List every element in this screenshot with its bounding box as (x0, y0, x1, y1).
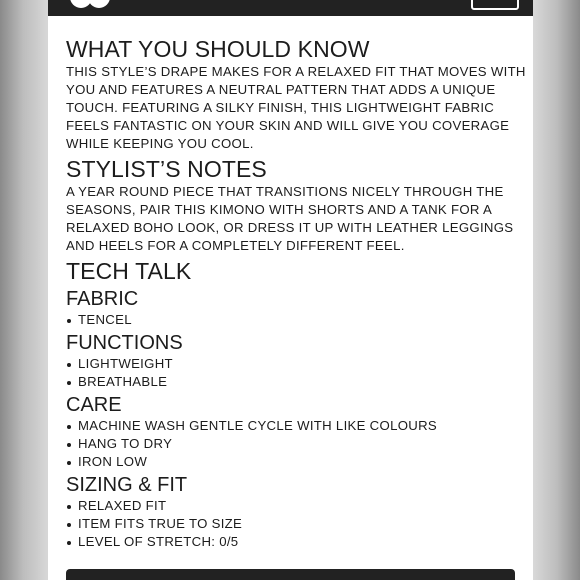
functions-list (66, 355, 526, 391)
list-item: ITEM FITS TRUE TO SIZE (66, 515, 526, 533)
sizing-list (66, 497, 526, 551)
stylist-heading: STYLIST’S NOTES (66, 156, 267, 182)
list-item: MACHINE WASH GENTLE CYCLE WITH LIKE COLOURS (66, 417, 526, 435)
product-details (66, 35, 526, 553)
top-navigation-bar (48, 0, 533, 16)
care-heading: CARE (66, 394, 122, 416)
care-list (66, 417, 526, 471)
know-heading: WHAT YOU SHOULD KNOW (66, 36, 370, 62)
list-item: TENCEL (66, 311, 526, 329)
functions-heading: FUNCTIONS (66, 332, 183, 354)
list-item: HANG TO DRY (66, 435, 526, 453)
stylist-description: A YEAR ROUND PIECE THAT TRANSITIONS NICELY THROUGH THE SEASONS, PAIR THIS KIMONO WITH SHORTS AND A TANK FOR A RELAXED BOHO LOOK, OR DRESS IT UP WITH LEATHER LEGGINGS AND HEELS FOR A COMPLETELY DIFFERENT FEEL. (66, 184, 514, 253)
list-item: IRON LOW (66, 453, 526, 471)
add-to-bag-button[interactable] (66, 569, 515, 580)
list-item: LIGHTWEIGHT (66, 355, 526, 373)
tech-talk-heading: TECH TALK (66, 258, 192, 284)
fabric-list (66, 311, 526, 329)
brand-logo-icon[interactable] (70, 0, 112, 8)
list-item: LEVEL OF STRETCH: 0/5 (66, 533, 526, 551)
phone-screen (48, 0, 533, 580)
know-description: THIS STYLE’S DRAPE MAKES FOR A RELAXED FIT THAT MOVES WITH YOU AND FEATURES A NEUTRAL PATTERN THAT ADDS A UNIQUE TOUCH. FEATURING A SILKY FINISH, THIS LIGHTWEIGHT FABRIC FEELS FANTASTIC ON YOUR SKIN AND WILL GIVE YOU COVERAGE WHILE KEEPING YOU COOL. (66, 64, 526, 151)
fabric-heading: FABRIC (66, 288, 139, 310)
menu-button[interactable] (471, 0, 519, 10)
sizing-heading: SIZING & FIT (66, 474, 188, 496)
list-item: BREATHABLE (66, 373, 526, 391)
list-item: RELAXED FIT (66, 497, 526, 515)
